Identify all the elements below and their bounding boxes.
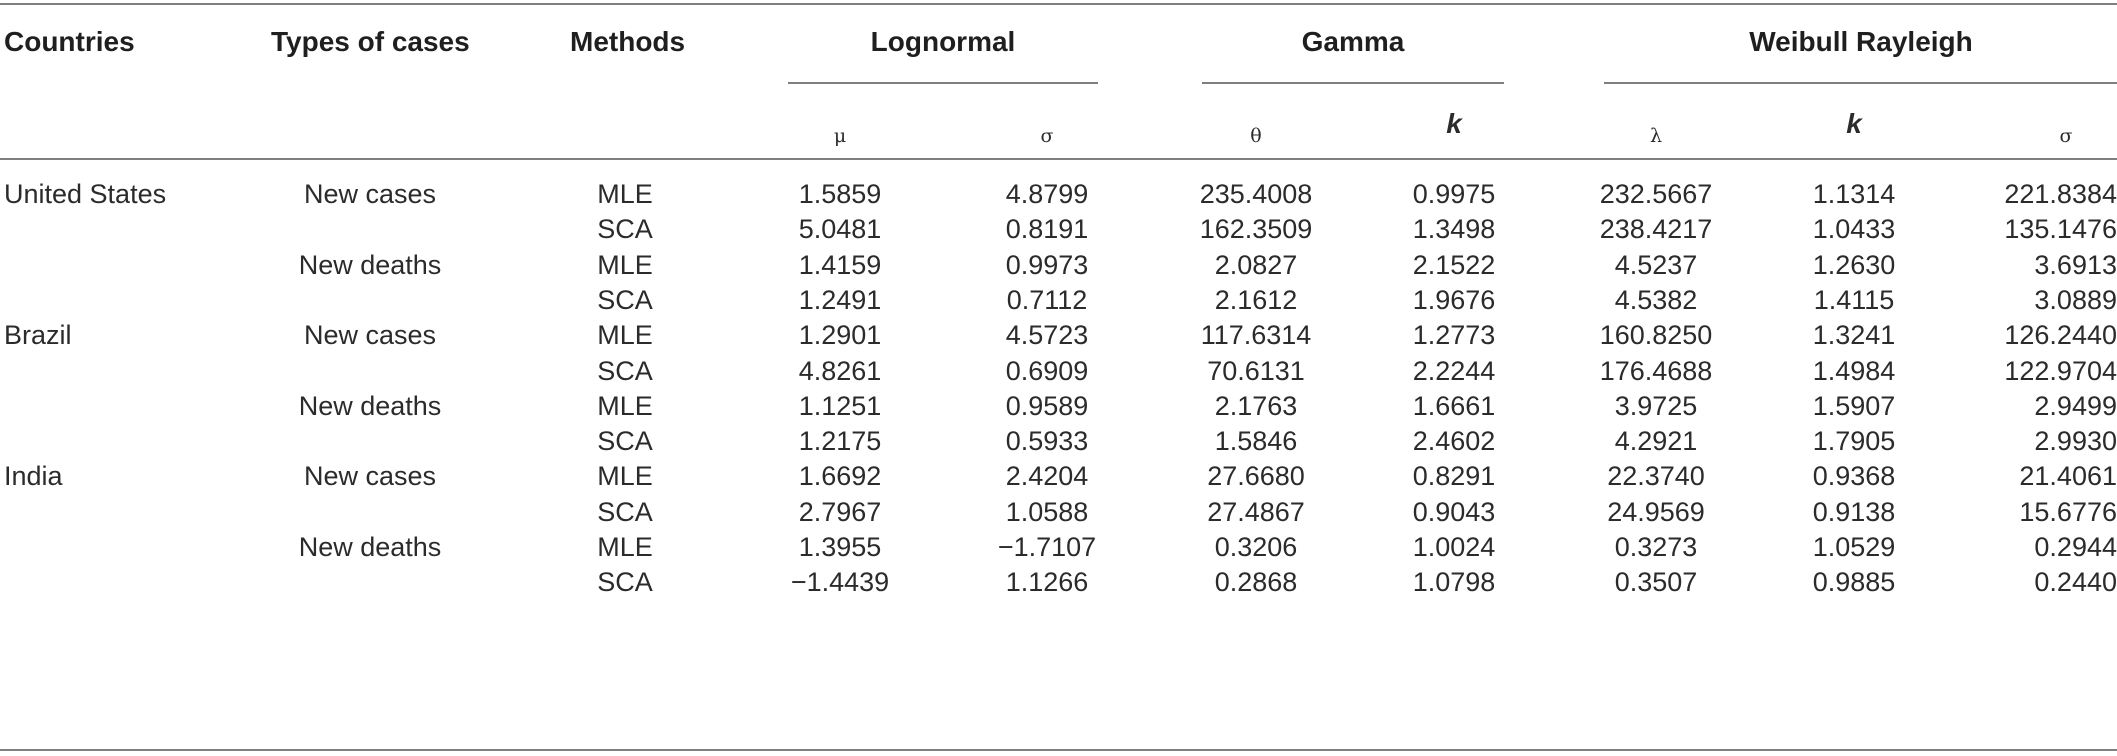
- value-cell-gamma-k: 2.2244: [1412, 356, 1496, 386]
- gamma-group-rule: [1202, 82, 1504, 84]
- value-cell-gamma-theta: 2.0827: [1214, 250, 1298, 280]
- value-cell-weibull-k: 1.4115: [1813, 285, 1895, 315]
- value-cell-rayleigh-sigma: 2.9499: [2034, 391, 2117, 421]
- value-cell-weibull-lambda: 232.5667: [1599, 179, 1713, 209]
- value-cell-gamma-theta: 27.4867: [1207, 497, 1305, 527]
- value-cell-lognormal-sigma: 2.4204: [1005, 461, 1089, 491]
- value-cell-weibull-k: 1.1314: [1812, 179, 1896, 209]
- value-cell-lognormal-sigma: 0.7112: [1006, 285, 1088, 315]
- value-cell-weibull-k: 1.0433: [1812, 214, 1896, 244]
- value-cell-rayleigh-sigma: 0.2944: [2034, 532, 2117, 562]
- value-cell-gamma-theta: 27.6680: [1207, 461, 1305, 491]
- value-cell-lognormal-sigma: 0.6909: [1005, 356, 1089, 386]
- value-cell-lognormal-sigma: 4.8799: [1005, 179, 1089, 209]
- method-cell: MLE: [597, 250, 653, 280]
- value-cell-gamma-k: 2.4602: [1412, 426, 1496, 456]
- method-cell: SCA: [597, 285, 653, 315]
- method-cell: SCA: [597, 356, 653, 386]
- value-cell-weibull-k: 0.9885: [1812, 567, 1896, 597]
- value-cell-gamma-k: 2.1522: [1412, 250, 1496, 280]
- value-cell-weibull-k: 1.3241: [1812, 320, 1896, 350]
- value-cell-rayleigh-sigma: 126.2440: [2004, 320, 2117, 350]
- method-cell: MLE: [597, 320, 653, 350]
- value-cell-lognormal-sigma: 4.5723: [1005, 320, 1089, 350]
- value-cell-rayleigh-sigma: 15.6776: [2019, 497, 2117, 527]
- method-cell: SCA: [597, 214, 653, 244]
- method-cell: MLE: [597, 391, 653, 421]
- value-cell-lognormal-mu: 1.3955: [798, 532, 882, 562]
- col-header-methods: Methods: [570, 26, 686, 57]
- sub-header-gamma-k: k: [1446, 108, 1462, 139]
- header-bottom-rule: [0, 158, 2117, 160]
- value-cell-weibull-lambda: 4.5382: [1614, 285, 1698, 315]
- sub-header-rayleigh-sigma: σ: [2059, 125, 2073, 147]
- value-cell-weibull-k: 1.5907: [1812, 391, 1896, 421]
- value-cell-weibull-lambda: 176.4688: [1599, 356, 1713, 386]
- value-cell-lognormal-sigma: 0.8191: [1005, 214, 1089, 244]
- case-type-cell: New cases: [303, 179, 437, 209]
- lognormal-group-rule: [788, 82, 1098, 84]
- value-cell-lognormal-sigma: 1.1266: [1005, 567, 1089, 597]
- case-type-cell: New deaths: [298, 391, 442, 421]
- value-cell-weibull-k: 1.0529: [1812, 532, 1896, 562]
- method-cell: MLE: [597, 532, 653, 562]
- value-cell-gamma-theta: 2.1763: [1214, 391, 1298, 421]
- value-cell-weibull-lambda: 0.3507: [1614, 567, 1698, 597]
- value-cell-gamma-k: 1.9676: [1412, 285, 1496, 315]
- value-cell-weibull-k: 1.4984: [1812, 356, 1896, 386]
- case-type-cell: New cases: [303, 320, 437, 350]
- col-group-weibull-rayleigh: Weibull Rayleigh: [1749, 26, 1973, 57]
- case-type-cell: New cases: [303, 461, 437, 491]
- value-cell-rayleigh-sigma: 0.2440: [2034, 567, 2117, 597]
- value-cell-rayleigh-sigma: 2.9930: [2034, 426, 2117, 456]
- col-group-lognormal: Lognormal: [870, 26, 1016, 57]
- value-cell-lognormal-sigma: 1.0588: [1005, 497, 1089, 527]
- sub-header-weibull-lambda: λ: [1649, 125, 1663, 147]
- col-header-types-of-cases: Types of cases: [271, 26, 470, 57]
- value-cell-rayleigh-sigma: 122.9704: [2004, 356, 2117, 386]
- sub-header-lognormal-sigma: σ: [1040, 125, 1054, 147]
- method-cell: SCA: [597, 426, 653, 456]
- country-cell: India: [4, 461, 63, 491]
- value-cell-lognormal-mu: 5.0481: [798, 214, 882, 244]
- value-cell-gamma-k: 0.8291: [1412, 461, 1496, 491]
- value-cell-weibull-lambda: 4.5237: [1614, 250, 1698, 280]
- value-cell-gamma-k: 1.6661: [1412, 391, 1496, 421]
- value-cell-gamma-theta: 235.4008: [1199, 179, 1313, 209]
- country-cell: United States: [4, 179, 167, 209]
- value-cell-rayleigh-sigma: 3.6913: [2034, 250, 2117, 280]
- value-cell-lognormal-sigma: 0.5933: [1005, 426, 1089, 456]
- value-cell-lognormal-mu: 1.1251: [798, 391, 882, 421]
- value-cell-lognormal-mu: 1.2175: [798, 426, 882, 456]
- value-cell-weibull-k: 0.9368: [1812, 461, 1896, 491]
- value-cell-lognormal-mu: −1.4439: [790, 567, 890, 597]
- case-type-cell: New deaths: [298, 532, 442, 562]
- col-group-gamma: Gamma: [1301, 26, 1405, 57]
- value-cell-weibull-k: 1.7905: [1812, 426, 1896, 456]
- value-cell-gamma-theta: 2.1612: [1214, 285, 1298, 315]
- method-cell: MLE: [597, 179, 653, 209]
- value-cell-lognormal-sigma: −1.7107: [997, 532, 1097, 562]
- value-cell-lognormal-mu: 1.2901: [798, 320, 882, 350]
- value-cell-lognormal-mu: 1.4159: [798, 250, 882, 280]
- value-cell-gamma-k: 1.0024: [1412, 532, 1496, 562]
- value-cell-rayleigh-sigma: 221.8384: [2004, 179, 2117, 209]
- bottom-rule: [0, 749, 2117, 751]
- top-rule: [0, 3, 2117, 5]
- value-cell-lognormal-mu: 2.7967: [798, 497, 882, 527]
- method-cell: SCA: [597, 567, 653, 597]
- value-cell-gamma-theta: 1.5846: [1214, 426, 1298, 456]
- method-cell: MLE: [597, 461, 653, 491]
- value-cell-gamma-theta: 0.2868: [1214, 567, 1298, 597]
- country-cell: Brazil: [4, 320, 72, 350]
- value-cell-weibull-lambda: 0.3273: [1614, 532, 1698, 562]
- sub-header-lognormal-mu: μ: [833, 125, 847, 147]
- value-cell-gamma-theta: 162.3509: [1199, 214, 1313, 244]
- value-cell-rayleigh-sigma: 3.0889: [2034, 285, 2117, 315]
- value-cell-gamma-k: 1.2773: [1412, 320, 1496, 350]
- weibull-rayleigh-group-rule: [1604, 82, 2117, 84]
- value-cell-lognormal-sigma: 0.9589: [1005, 391, 1089, 421]
- value-cell-gamma-k: 1.0798: [1412, 567, 1496, 597]
- value-cell-gamma-theta: 70.6131: [1207, 356, 1305, 386]
- value-cell-gamma-theta: 0.3206: [1214, 532, 1298, 562]
- sub-header-weibull-k: k: [1846, 108, 1862, 139]
- sub-header-gamma-theta: θ: [1250, 125, 1262, 147]
- value-cell-rayleigh-sigma: 135.1476: [2004, 214, 2117, 244]
- value-cell-weibull-lambda: 4.2921: [1614, 426, 1698, 456]
- value-cell-lognormal-mu: 1.5859: [798, 179, 882, 209]
- value-cell-weibull-lambda: 160.8250: [1599, 320, 1713, 350]
- value-cell-weibull-lambda: 22.3740: [1607, 461, 1705, 491]
- case-type-cell: New deaths: [298, 250, 442, 280]
- value-cell-weibull-lambda: 3.9725: [1614, 391, 1698, 421]
- value-cell-lognormal-sigma: 0.9973: [1005, 250, 1089, 280]
- value-cell-weibull-k: 0.9138: [1812, 497, 1896, 527]
- value-cell-rayleigh-sigma: 21.4061: [2019, 461, 2117, 491]
- value-cell-gamma-k: 0.9975: [1412, 179, 1496, 209]
- value-cell-gamma-theta: 117.6314: [1200, 320, 1312, 350]
- value-cell-weibull-k: 1.2630: [1812, 250, 1896, 280]
- col-header-countries: Countries: [4, 26, 135, 57]
- value-cell-weibull-lambda: 24.9569: [1607, 497, 1705, 527]
- value-cell-lognormal-mu: 4.8261: [798, 356, 882, 386]
- value-cell-lognormal-mu: 1.6692: [798, 461, 882, 491]
- method-cell: SCA: [597, 497, 653, 527]
- value-cell-gamma-k: 1.3498: [1412, 214, 1496, 244]
- value-cell-lognormal-mu: 1.2491: [798, 285, 882, 315]
- value-cell-weibull-lambda: 238.4217: [1599, 214, 1713, 244]
- value-cell-gamma-k: 0.9043: [1412, 497, 1496, 527]
